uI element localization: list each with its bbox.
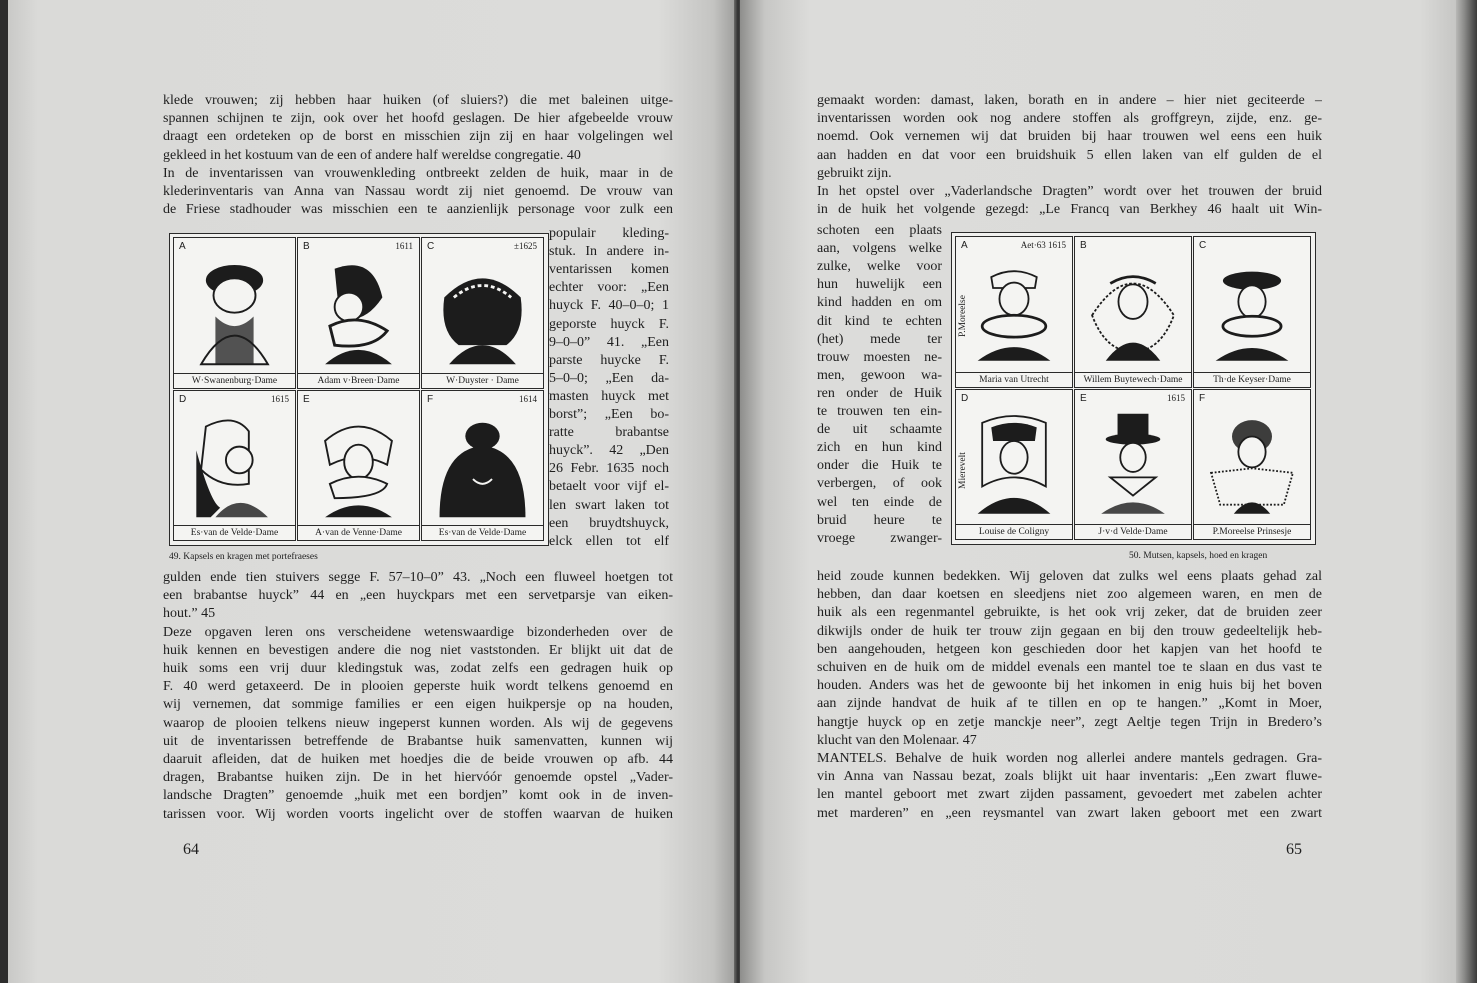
text-line: stuk. In andere in- — [549, 244, 669, 260]
figure-panel-b — [1074, 236, 1192, 388]
figure-49 — [169, 233, 549, 546]
figure-panel-e — [297, 390, 420, 542]
text-line: In de inventarissen van vrouwenkleding ontbreekt zelden de huik, maar in de — [163, 165, 673, 181]
text-line: vroege zwanger- — [817, 530, 942, 546]
figure-panel-b — [297, 237, 420, 389]
panel-letter: F — [1199, 392, 1206, 404]
text-line: populair kleding- — [549, 226, 669, 241]
text-line: landsche Dragten” genoemde „huik met een bordjen” komt ook in de inven- — [163, 788, 673, 804]
right-page — [740, 0, 1456, 983]
panel-letter: D — [961, 392, 969, 404]
text-line: 5–0–0; „Een da- — [549, 370, 669, 386]
figure-panel-f — [421, 390, 544, 542]
text-line: hout.” 45 — [163, 606, 216, 622]
panel-year: 1615 — [1167, 392, 1185, 403]
text-line: in de huik het volgende gezegd: „Le Francq van Berkhey 46 haalt uit Win- — [817, 202, 1322, 218]
text-line: gemaakt worden: damast, laken, borath en in andere – hier niet geciteerde – — [817, 93, 1322, 108]
text-line: een brabantse huyck” 44 en „een huyckpars met een servetparsje van eiken- — [163, 588, 673, 604]
text-line: hangtje huyck op en zetje manckje neer”, zegt Aeltje tegen Trijn in Bredero’s — [817, 714, 1322, 730]
figure-panel-c — [421, 237, 544, 389]
panel-letter: D — [179, 393, 187, 405]
portrait-illustration — [1083, 404, 1183, 524]
text-line: MANTELS. Behalve de huik worden nog allerlei andere mantels gedragen. Gra- — [817, 751, 1322, 766]
panel-label: A·van de Venne·Dame — [298, 525, 419, 540]
panel-letter: E — [303, 393, 310, 405]
panel-label: W·Duyster · Dame — [422, 373, 543, 388]
text-line: draagt een ordeteken op de borst en misschien zijn zij en haar volgelingen wel — [163, 129, 673, 145]
panel-letter: B — [303, 241, 310, 252]
text-line: Deze opgaven leren ons verscheidene wetenswaardige bizonderheden over de — [163, 624, 673, 640]
panel-label: P.Moreelse Prinsesje — [1194, 524, 1310, 539]
panel-side-label: Mierevelt — [958, 452, 968, 489]
text-line: echter voor: „Een — [549, 280, 669, 296]
panel-year: 1614 — [519, 393, 537, 404]
text-line: dit kind te echten — [817, 313, 942, 329]
text-line: 9–0–0” 41. „Een — [549, 334, 669, 350]
portrait-illustration — [1083, 251, 1183, 371]
portrait-illustration — [1202, 251, 1302, 371]
portrait-illustration — [1202, 404, 1302, 524]
panel-label: Adam v·Breen·Dame — [298, 373, 419, 388]
text-line: 26 Febr. 1635 noch — [549, 461, 669, 477]
text-line: (het) mede ter — [817, 331, 942, 347]
text-line: spannen schijnen te zijn, ook over het hoofd geslagen. De hier afgebeelde vrouw — [163, 111, 673, 127]
left-page-number: 64 — [183, 841, 199, 858]
text-line: heid zoude kunnen bedekken. Wij geloven dat zulks wel eens plaats gehad zal — [817, 569, 1322, 584]
text-line: ratte brabantse — [549, 425, 669, 441]
text-line: betaelt voor vijf el- — [549, 479, 669, 495]
figure-49-caption: 49. Kapsels en kragen met portefraeses — [169, 552, 318, 562]
panel-year: ±1625 — [514, 241, 537, 251]
text-line: klucht van den Molenaar. 47 — [817, 732, 977, 748]
text-line: len mantel geboort met zwart zijden passament, gevoedert met zabelen achter — [817, 787, 1322, 803]
text-line: huyck F. 40–0–0; 1 — [549, 298, 669, 314]
text-line: schuiven en de huik om de middel evenals een mantel toe te slaan en dus vast te — [817, 660, 1322, 675]
text-line: parste huycke F. — [549, 352, 669, 368]
text-line: trouw moesten ne- — [817, 349, 942, 365]
portrait-illustration — [306, 405, 411, 525]
portrait-illustration — [964, 404, 1064, 524]
text-line: met marderen” en „een reysmantel van zwart laken geboort met een zwart — [817, 805, 1322, 821]
panel-label: Es·van de Velde·Dame — [174, 525, 295, 540]
text-line: masten huyck met — [549, 388, 669, 404]
text-line: inventarissen worden ook nog andere stoffen als groffgreyn, zijde, enz. ge- — [817, 111, 1322, 127]
text-line: aan zijnde handvat de huik af te tillen en op te hangen.” „Komt in Moer, — [817, 696, 1322, 712]
text-line: noemd. Ook vernemen wij dat bruiden bij haar trouwen wel eens een huik — [817, 129, 1322, 145]
text-line: een bruydtshuyck, — [549, 515, 669, 531]
text-line: ben aangehouden, hetgeen kon geschieden door het kapjen van het hoofd te — [817, 641, 1322, 657]
text-line: In het opstel over „Vaderlandsche Dragten” wordt over het trouwen der bruid — [817, 184, 1322, 199]
text-line: klede vrouwen; zij hebben haar huiken (of sluiers?) die met baleinen uitge- — [163, 93, 673, 108]
panel-label: Willem Buytewech·Dame — [1075, 372, 1191, 387]
portrait-illustration — [182, 252, 287, 372]
text-line: kind hadden en om — [817, 295, 942, 311]
text-line: len swart laken tot — [549, 497, 669, 513]
panel-letter: C — [427, 241, 435, 252]
text-line: geporste huyck F. — [549, 316, 669, 332]
panel-letter: A — [179, 241, 186, 252]
panel-label: J·v·d Velde·Dame — [1075, 524, 1191, 539]
panel-label: W·Swanenburg·Dame — [174, 373, 295, 388]
text-line: huik als een regenmantel gebruikte, is het ook vrij zeker, dat de bruiden zeer — [817, 605, 1322, 621]
text-line: gekleed in het kostuum van de een of andere half wereldse congregatie. 40 — [163, 147, 581, 163]
text-line: uit de inventarissen betreffende de Brabantse huik samenvatten, kunnen wij — [163, 733, 673, 749]
text-line: gulden ende tien stuivers segge F. 57–10–0” 43. „Noch een fluweel hoetgen tot — [163, 570, 673, 585]
figure-panel-c — [1193, 236, 1311, 388]
text-line: F. 40 werd getaxeerd. De in plooien geperste huik wordt telkens genoemd en — [163, 679, 673, 695]
portrait-illustration — [430, 405, 535, 525]
text-line: schoten een plaats — [817, 223, 942, 238]
portrait-illustration — [964, 251, 1064, 371]
text-line: de uit schaamte — [817, 422, 942, 438]
figure-panel-e — [1074, 389, 1192, 541]
panel-year: 1615 — [271, 393, 289, 404]
text-line: wel ten einde de — [817, 494, 942, 510]
portrait-illustration — [306, 252, 411, 372]
portrait-illustration — [430, 252, 535, 372]
text-line: dikwijls onder de huik ter trouw zijn gegaan en bij den trouw gedeeltelijk heb- — [817, 623, 1322, 639]
text-line: gebruikt zijn. — [817, 165, 892, 181]
panel-year: Aet·63 1615 — [1020, 240, 1066, 250]
text-line: aan, volgens welke — [817, 241, 942, 257]
text-line: de Friese stadhouder was misschien een te aanzienlijk personage voor zulk een — [163, 202, 673, 218]
text-line: te trouwen ten ein- — [817, 404, 942, 419]
figure-panel-d — [173, 390, 296, 542]
text-line: dragen, Brabantse huiken zijn. De in het hiervóór genoemde opstel „Vader- — [163, 770, 673, 786]
text-line: waarop de plooien telkens nieuw ingeperst kunnen worden. Als wij de gegevens — [163, 715, 673, 731]
text-line: klederinventaris van Anna van Nassau wordt zij niet genoemd. De vrouw van — [163, 184, 673, 199]
panel-year: 1611 — [395, 241, 413, 251]
panel-side-label: P.Moreelse — [958, 294, 968, 337]
text-line: bruid heure te — [817, 512, 942, 528]
panel-label: Th·de Keyser·Dame — [1194, 372, 1310, 387]
figure-50-caption: 50. Mutsen, kapsels, hoed en kragen — [1129, 551, 1268, 561]
text-line: aan hadden en dat voor een bruidshuik 5 ellen laken van elf gulden de el — [817, 147, 1322, 163]
text-line: ventarissen komen — [549, 262, 669, 278]
text-line: huyck”. 42 „Den — [549, 443, 669, 459]
text-line: hun huwelijk een — [817, 277, 942, 293]
text-line: tarissen voor. Wij worden voorts ingelicht over de stoffen waarvan de huiken — [163, 806, 673, 822]
figure-panel-d — [955, 389, 1073, 541]
panel-label: Es·van de Velde·Dame — [422, 525, 543, 540]
panel-letter: B — [1080, 240, 1087, 251]
text-line: zulke, welke voor — [817, 259, 942, 275]
text-line: zich en hun kind — [817, 440, 942, 456]
text-line: ren onder de Huik — [817, 385, 942, 401]
portrait-illustration — [182, 405, 287, 525]
text-line: vin Anna van Nassau bezat, zoals blijkt uit haar inventaris: „Een zwart fluwe- — [817, 769, 1322, 785]
page-edge — [1456, 0, 1477, 983]
panel-letter: C — [1199, 240, 1207, 251]
right-page-number: 65 — [1286, 841, 1302, 858]
text-line: elck ellen tot elf — [549, 533, 669, 549]
text-line: daaruit afleiden, dat de huiken met hoedjes die de beide vrouwen op afb. 44 — [163, 752, 673, 767]
text-line: huik soms een vrij duur kledingstuk was, zodat zelfs een gedragen huik op — [163, 661, 673, 676]
panel-letter: F — [427, 393, 434, 405]
text-line: huik kennen en bevestigen andere die nog niet vaststonden. Er blijkt uit dat de — [163, 642, 673, 658]
text-line: verbergen, of ook — [817, 476, 942, 492]
left-page — [8, 0, 736, 983]
figure-50 — [951, 232, 1316, 545]
panel-letter: A — [961, 240, 968, 251]
panel-label: Louise de Coligny — [956, 524, 1072, 539]
text-line: onder die Huik te — [817, 458, 942, 474]
figure-panel-a — [955, 236, 1073, 388]
text-line: men, gewoon wa- — [817, 367, 942, 383]
figure-panel-f — [1193, 389, 1311, 541]
figure-panel-a — [173, 237, 296, 389]
text-line: borst”; „Een bo- — [549, 407, 669, 422]
text-line: hebben, dan daar koetsen en sleedjens niet zoo algemeen waren, en men de — [817, 587, 1322, 603]
panel-label: Maria van Utrecht — [956, 372, 1072, 387]
panel-letter: E — [1080, 392, 1087, 404]
text-line: wij vernemen, dat sommige families er een eigen huikpersje op na houden, — [163, 697, 673, 713]
text-line: houden. Anders was het de gewoonte bij het inkomen in enig huis bij het boven — [817, 678, 1322, 694]
